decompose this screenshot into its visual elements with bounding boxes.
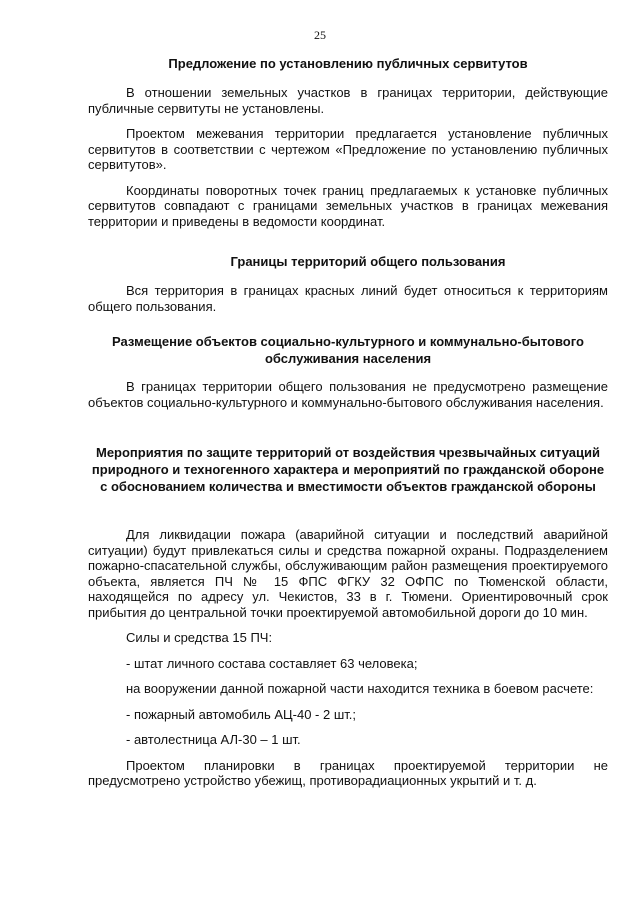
paragraph: В отношении земельных участков в границах территории, действующие публичные сервитуты не установлены. — [88, 85, 608, 116]
paragraph: Координаты поворотных точек границ предлагаемых к установке публичных сервитутов совпадают с границами земельных участков в границах межевания территории и приведены в ведомости координат. — [88, 182, 608, 229]
heading-public-easements: Предложение по установлению публичных сервитутов — [168, 56, 528, 71]
paragraph: Для ликвидации пожара (аварийной ситуации и последствий аварийной ситуации) будут привлекаться силы и средства пожарной охраны. Подразделением пожарно-спасательной службы, обслуживающим район размещения проектируемого объекта, является ПЧ № 15 ФПС ФГКУ 32 ОФПС по Тюменской области, находящейся по адресу ул. Чекистов, 33 в г. Тюмени. Ориентировочный срок прибытия до центральной точки проектируемой автомобильной дороги до 10 мин. — [88, 527, 608, 620]
heading-public-areas: Границы территорий общего пользования — [230, 254, 506, 269]
section-social-facilities — [88, 379, 608, 410]
paragraph: Вся территория в границах красных линий будет относиться к территориям общего пользования. — [88, 283, 608, 314]
heading-emergency-protection: Мероприятия по защите территорий от воздействия чрезвычайных ситуаций природного и техногенного характера и мероприятий по гражданской обороне с обоснованием количества и вместимости объектов гражданской обороны — [91, 445, 605, 494]
heading-social-facilities: Размещение объектов социально-культурного и коммунально-бытового обслуживания населения — [112, 334, 584, 366]
paragraph: на вооружении данной пожарной части находится техника в боевом расчете: — [126, 681, 594, 696]
paragraph: В границах территории общего пользования не предусмотрено размещение объектов социально-культурного и коммунально-бытового обслуживания населения. — [88, 379, 608, 410]
section-public-areas — [88, 283, 608, 314]
paragraph: Силы и средства 15 ПЧ: — [126, 630, 273, 645]
page-number: 25 — [314, 28, 326, 42]
list-item: - автолестница АЛ-30 – 1 шт. — [126, 732, 301, 747]
paragraph: Проектом межевания территории предлагается установление публичных сервитутов в соответствии с чертежом «Предложение по установлению публичных сервитутов». — [88, 126, 608, 172]
paragraph: Проектом планировки в границах проектируемой территории не предусмотрено устройство убежищ, противорадиационных укрытий и т. д. — [88, 757, 608, 788]
section-public-easements — [88, 85, 608, 229]
section-emergency-protection — [88, 527, 608, 789]
list-item: - штат личного состава составляет 63 человека; — [126, 655, 418, 671]
list-item: - пожарный автомобиль АЦ-40 - 2 шт.; — [126, 706, 356, 722]
